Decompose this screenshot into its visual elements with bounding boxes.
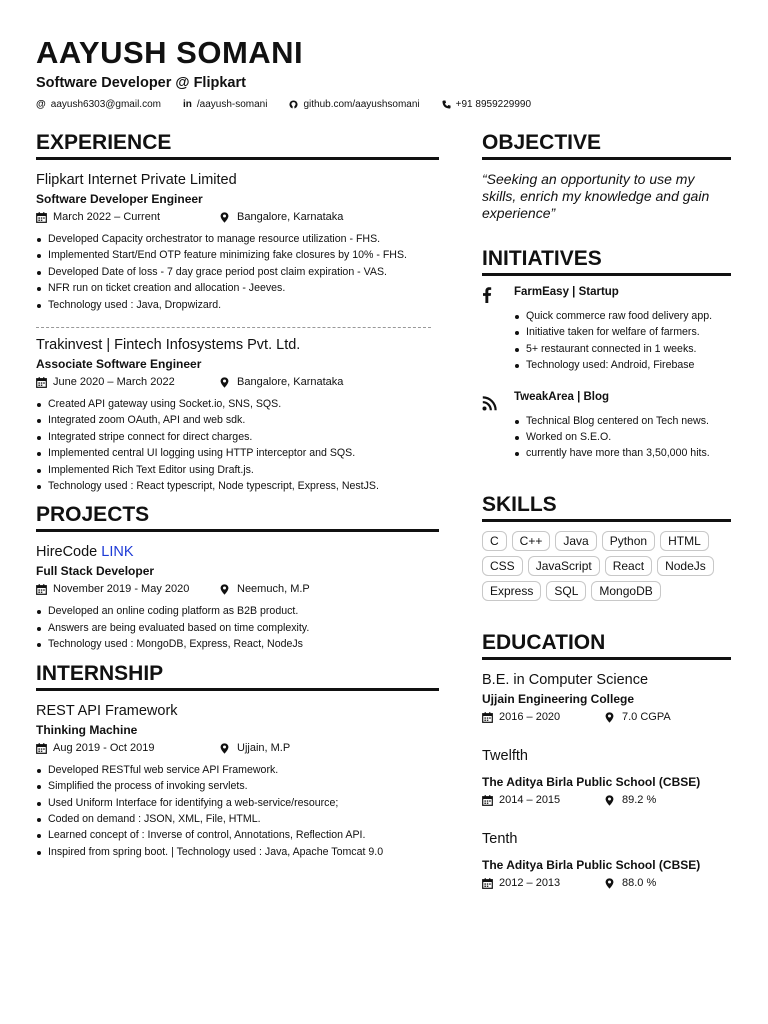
map-pin-icon <box>220 377 231 388</box>
map-pin-icon <box>220 212 231 223</box>
calendar-icon <box>36 584 47 595</box>
contact-phone[interactable] <box>442 99 531 110</box>
candidate-name: AAYUSH SOMANI <box>36 35 304 70</box>
list-item: Technology used : React typescript, Node typescript, Express, NestJS. <box>36 478 439 494</box>
list-item: Implemented Start/End OTP feature minimizing fake closures by 10% - FHS. <box>36 247 439 263</box>
entry-date: March 2022 – Current <box>53 211 160 223</box>
contact-github-text: github.com/aayushsomani <box>303 98 420 110</box>
contact-email-text: aayush6303@gmail.com <box>50 98 161 110</box>
entry-date: November 2019 - May 2020 <box>53 583 190 596</box>
bullet-list <box>36 762 439 860</box>
education-score: 7.0 CGPA <box>622 710 671 723</box>
education-date: 2016 – 2020 <box>499 710 561 723</box>
at-icon: @ <box>36 98 46 110</box>
contact-linkedin[interactable] <box>183 99 267 110</box>
skill-chip: Express <box>482 581 541 601</box>
map-pin-icon <box>220 584 231 595</box>
education-date: 2012 – 2013 <box>499 876 561 889</box>
skills-heading: SKILLS <box>482 492 731 522</box>
calendar-icon <box>482 712 493 723</box>
job-position: Associate Software Engineer <box>36 357 202 372</box>
list-item: 5+ restaurant connected in 1 weeks. <box>514 341 731 357</box>
entry-meta <box>482 793 731 808</box>
internship-entry <box>36 702 439 860</box>
project-entry <box>36 543 439 652</box>
contact-linkedin-text: /aayush-somani <box>196 98 268 110</box>
education-score: 89.2 % <box>622 793 657 806</box>
skill-chip: HTML <box>660 531 709 551</box>
bullet-list <box>36 603 439 652</box>
bullet-list <box>514 413 731 462</box>
entry-location: Bangalore, Karnataka <box>237 211 344 223</box>
map-pin-icon <box>605 795 616 806</box>
facebook-icon <box>482 285 514 374</box>
school-name: Ujjain Engineering College <box>482 691 635 706</box>
job-position: Full Stack Developer <box>36 564 155 579</box>
list-item: Developed Date of loss - 7 day grace period post claim expiration - VAS. <box>36 264 439 280</box>
contact-phone-text: +91 8959229990 <box>455 98 532 110</box>
skill-chip: CSS <box>482 556 523 576</box>
list-item: Technology used : Java, Dropwizard. <box>36 297 439 313</box>
skill-chip: SQL <box>546 581 586 601</box>
initiative-title: FarmEasy | Startup <box>514 286 619 298</box>
skill-chip: Python <box>602 531 655 551</box>
map-pin-icon <box>605 878 616 889</box>
list-item: Used Uniform Interface for identifying a web-service/resource; <box>36 795 439 811</box>
project-link[interactable]: LINK <box>101 544 134 561</box>
skill-chip: React <box>605 556 652 576</box>
job-position: Software Developer Engineer <box>36 192 203 206</box>
entry-date: Aug 2019 - Oct 2019 <box>53 741 155 754</box>
calendar-icon <box>36 743 47 754</box>
list-item: Developed RESTful web service API Framework. <box>36 762 439 778</box>
initiative-item <box>482 390 731 462</box>
projects-heading: PROJECTS <box>36 502 439 532</box>
initiative-title: TweakArea | Blog <box>514 390 610 403</box>
bullet-list <box>36 396 439 494</box>
degree-name: B.E. in Computer Science <box>482 671 649 688</box>
entry-meta <box>482 710 731 725</box>
entry-meta <box>36 375 439 390</box>
education-entry <box>482 747 731 808</box>
education-score: 88.0 % <box>622 876 657 889</box>
list-item: Answers are being evaluated based on time complexity. <box>36 620 439 636</box>
contact-github[interactable] <box>289 99 419 110</box>
calendar-icon <box>36 212 47 223</box>
internship-name: REST API Framework <box>36 702 178 719</box>
list-item: Implemented central UI logging using HTTP interceptor and SQS. <box>36 445 439 461</box>
left-column <box>36 130 439 860</box>
bullet-list <box>36 231 439 313</box>
list-item: Quick commerce raw food delivery app. <box>514 308 731 324</box>
list-item: Technology used : MongoDB, Express, React, NodeJs <box>36 636 439 652</box>
degree-name: Tenth <box>482 830 518 847</box>
internship-company: Thinking Machine <box>36 722 138 737</box>
list-item: Developed an online coding platform as B2B product. <box>36 603 439 619</box>
list-item: Inspired from spring boot. | Technology used : Java, Apache Tomcat 9.0 <box>36 844 439 860</box>
list-item: NFR run on ticket creation and allocation - Jeeves. <box>36 280 439 296</box>
initiatives-heading: INITIATIVES <box>482 246 731 276</box>
linkedin-icon: in <box>182 98 192 110</box>
entry-location: Bangalore, Karnataka <box>237 376 344 389</box>
list-item: Initiative taken for welfare of farmers. <box>514 324 731 340</box>
entry-meta <box>482 876 731 891</box>
experience-heading: EXPERIENCE <box>36 130 439 160</box>
education-entry <box>482 830 731 891</box>
list-item: Learned concept of : Inverse of control, Annotations, Reflection API. <box>36 827 439 843</box>
list-item: Technical Blog centered on Tech news. <box>514 413 731 429</box>
divider <box>36 327 431 328</box>
skill-chip: Java <box>555 531 596 551</box>
list-item: Technology used: Android, Firebase <box>514 357 731 373</box>
map-pin-icon <box>605 712 616 723</box>
list-item: Integrated zoom OAuth, API and web sdk. <box>36 412 439 428</box>
list-item: Worked on S.E.O. <box>514 429 731 445</box>
list-item: currently have more than 3,50,000 hits. <box>514 445 731 461</box>
entry-date: June 2020 – March 2022 <box>53 376 175 389</box>
calendar-icon <box>482 795 493 806</box>
entry-location: Neemuch, M.P <box>237 583 310 596</box>
entry-meta <box>36 741 439 756</box>
rss-icon <box>482 390 514 462</box>
list-item: Created API gateway using Socket.io, SNS, SQS. <box>36 396 439 412</box>
entry-meta <box>36 582 439 597</box>
phone-icon <box>442 100 451 109</box>
list-item: Implemented Rich Text Editor using Draft.js. <box>36 462 439 478</box>
contact-bar <box>36 97 553 111</box>
github-icon <box>289 100 298 109</box>
education-entry <box>482 671 731 725</box>
right-column <box>482 130 731 891</box>
project-name: HireCode <box>36 544 98 561</box>
candidate-role: Software Developer @ Flipkart <box>36 75 246 91</box>
skills-list <box>482 531 731 606</box>
skill-chip: C++ <box>512 531 551 551</box>
list-item: Developed Capacity orchestrator to manage resource utilization - FHS. <box>36 231 439 247</box>
calendar-icon <box>482 878 493 889</box>
skill-chip: MongoDB <box>591 581 660 601</box>
list-item: Simplified the process of invoking servlets. <box>36 778 439 794</box>
list-item: Coded on demand : JSON, XML, File, HTML. <box>36 811 439 827</box>
entry-meta <box>36 210 439 225</box>
entry-location: Ujjain, M.P <box>237 741 291 754</box>
map-pin-icon <box>220 743 231 754</box>
contact-email[interactable] <box>36 99 161 110</box>
project-name-line <box>36 543 439 561</box>
objective-heading: OBJECTIVE <box>482 130 731 160</box>
school-name: The Aditya Birla Public School (CBSE) <box>482 774 701 789</box>
education-heading: EDUCATION <box>482 630 731 660</box>
company-name: Flipkart Internet Private Limited <box>36 172 237 188</box>
company-name: Trakinvest | Fintech Infosystems Pvt. Ltd. <box>36 337 301 354</box>
skill-chip: JavaScript <box>528 556 600 576</box>
internship-heading: INTERNSHIP <box>36 661 439 691</box>
list-item: Integrated stripe connect for direct charges. <box>36 429 439 445</box>
school-name: The Aditya Birla Public School (CBSE) <box>482 857 701 872</box>
initiative-item <box>482 285 731 374</box>
experience-entry <box>36 171 439 313</box>
experience-entry <box>36 336 439 494</box>
skill-chip: NodeJs <box>657 556 714 576</box>
objective-text: “Seeking an opportunity to use my skills, enrich my knowledge and gain experience” <box>482 171 710 221</box>
calendar-icon <box>36 377 47 388</box>
skill-chip: C <box>482 531 507 551</box>
education-date: 2014 – 2015 <box>499 793 561 806</box>
degree-name: Twelfth <box>482 747 528 764</box>
bullet-list <box>514 308 731 374</box>
